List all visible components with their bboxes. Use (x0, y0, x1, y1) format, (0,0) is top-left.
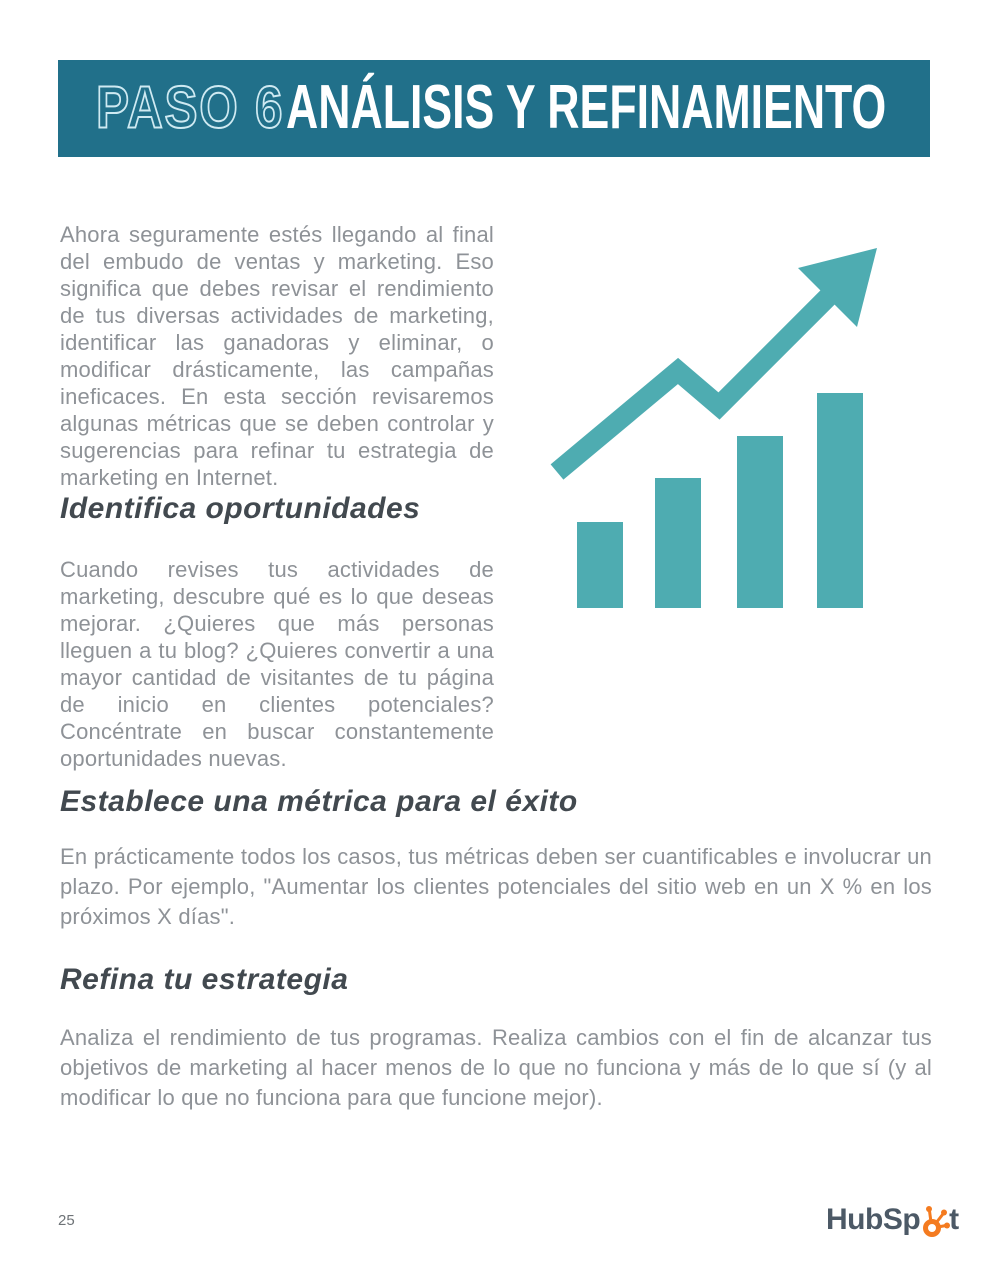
chart-bar-2 (655, 478, 701, 608)
chart-bar-4 (817, 393, 863, 608)
growth-chart-icon (545, 240, 885, 610)
chart-bar-3 (737, 436, 783, 608)
hubspot-logo-text-suffix: t (949, 1203, 959, 1236)
heading-establece-metrica: Establece una métrica para el éxito (60, 784, 578, 818)
section-banner (58, 60, 930, 157)
paragraph-identifica-oportunidades: Cuando revises tus actividades de marketing, descubre qué es lo que deseas mejorar. ¿Quieres que más personas lleguen a tu blog? ¿Quieres convertir a una mayor cantidad de visitantes de tu página de inicio en clientes potenciales? Concéntrate en buscar constantemente oportunidades nuevas. (60, 557, 494, 771)
heading-refina-estrategia: Refina tu estrategia (60, 962, 349, 996)
hubspot-logo (826, 1204, 959, 1237)
heading-identifica-oportunidades: Identifica oportunidades (60, 491, 421, 525)
page-number: 25 (58, 1212, 75, 1229)
chart-bar-1 (577, 522, 623, 608)
step-label: PASO 6 (96, 74, 285, 141)
paragraph-refina-estrategia: Analiza el rendimiento de tus programas. Realiza cambios con el fin de alcanzar tus objetivos de marketing al hacer menos de lo que no funciona y más de lo que sí (y al modificar lo que no funciona para que funcione mejor). (60, 1025, 932, 1110)
intro-paragraph: Ahora seguramente estés llegando al final del embudo de ventas y marketing. Eso significa que debes revisar el rendimiento de tus diversas actividades de marketing, identificar las ganadoras y eliminar, o modificar drásticamente, las campañas ineficaces. En esta sección revisaremos algunas métricas que se deben controlar y sugerencias para refinar tu estrategia de marketing en Internet. (60, 222, 494, 490)
banner-title: ANÁLISIS Y REFINAMIENTO (286, 72, 887, 142)
hubspot-sprocket-icon (919, 1204, 950, 1238)
hubspot-logo-text-prefix: HubSp (826, 1203, 921, 1236)
paragraph-establece-metrica: En prácticamente todos los casos, tus métricas deben ser cuantificables e involucrar un plazo. Por ejemplo, "Aumentar los clientes potenciales del sitio web en un X % en los próximos X días". (60, 844, 932, 929)
arrow-shaft (557, 295, 830, 472)
